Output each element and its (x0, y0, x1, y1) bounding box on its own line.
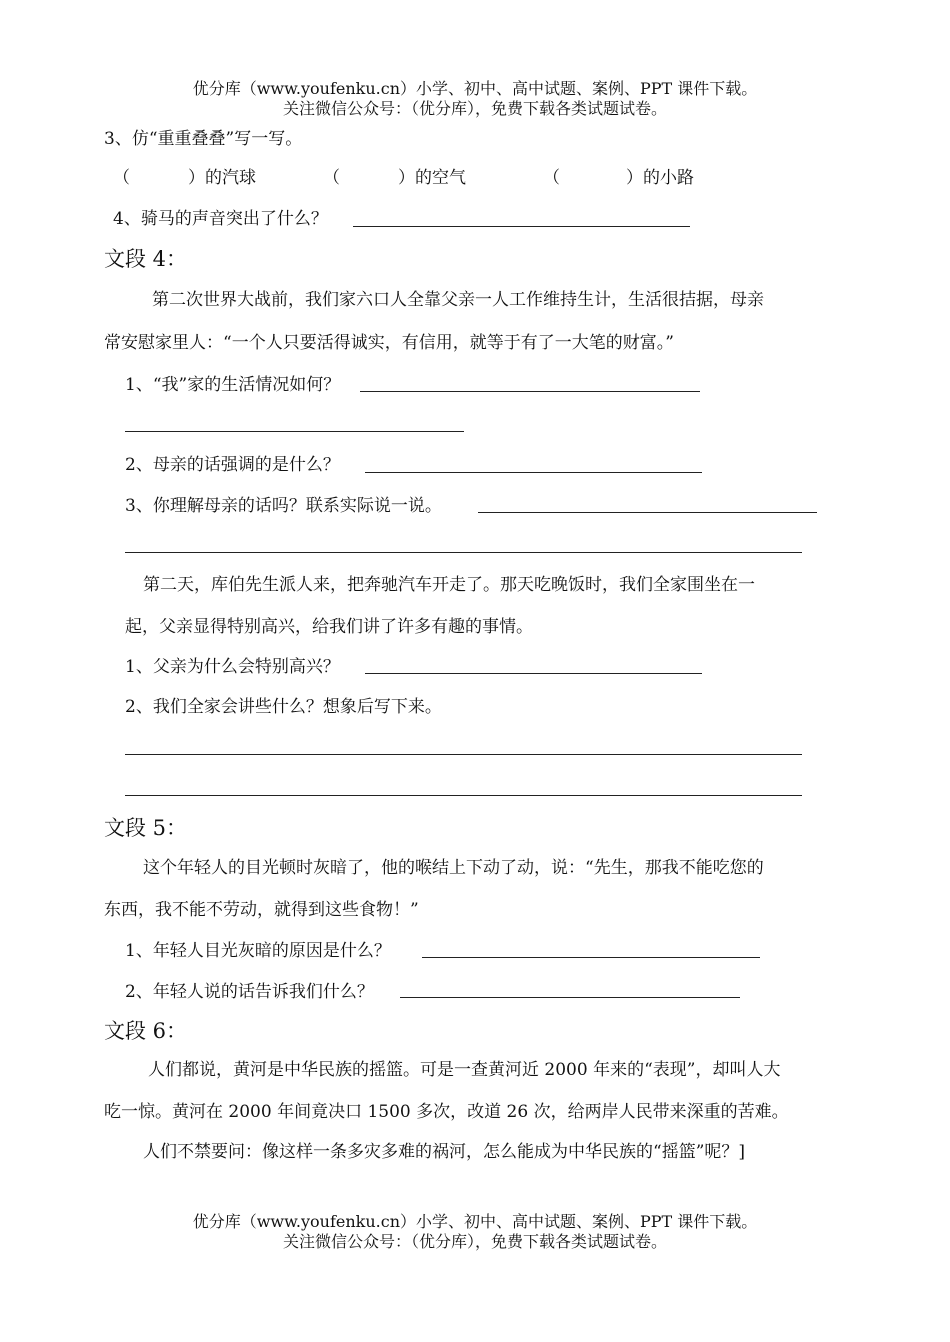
answer-line[interactable] (365, 673, 702, 674)
section-4-passage-1-line-2: 常安慰家里人：“一个人只要活得诚实，有信用，就等于有了一大笔的财富。” (104, 333, 674, 353)
answer-line[interactable] (360, 391, 700, 392)
fill-blank-3[interactable]: （ ）的小路 (543, 168, 694, 188)
answer-line[interactable] (125, 754, 802, 755)
section-5-title: 文段 5： (104, 816, 188, 840)
section-6-title: 文段 6： (104, 1019, 188, 1043)
section-4-question-5: 2、我们全家会讲些什么？想象后写下来。 (125, 697, 442, 717)
answer-line[interactable] (400, 997, 740, 998)
answer-line[interactable] (125, 431, 464, 432)
header-line-1: 优分库（www.youfenku.cn）小学、初中、高中试题、案例、PPT 课件下载。 (192, 79, 758, 98)
question-4-horse-sound: 4、骑马的声音突出了什么？ (113, 209, 328, 229)
section-4-passage-2-line-1: 第二天，库伯先生派人来，把奔驰汽车开走了。那天吃晚饭时，我们全家围坐在一 (143, 575, 755, 595)
header-line-2: 关注微信公众号：（优分库），免费下载各类试题试卷。 (282, 99, 667, 118)
section-4-passage-1-line-1: 第二次世界大战前，我们家六口人全靠父亲一人工作维持生计，生活很拮据，母亲 (152, 290, 764, 310)
fill-blank-2[interactable]: （ ）的空气 (323, 168, 466, 188)
section-6-passage-line-1: 人们都说，黄河是中华民族的摇篮。可是一查黄河近 2000 年来的“表现”，却叫人大 (148, 1060, 781, 1080)
section-4-question-4: 1、父亲为什么会特别高兴？ (125, 657, 340, 677)
answer-line[interactable] (478, 512, 817, 513)
section-4-question-2: 2、母亲的话强调的是什么？ (125, 455, 340, 475)
section-4-question-3: 3、你理解母亲的话吗？联系实际说一说。 (125, 496, 442, 516)
fill-blank-1[interactable]: （ ）的汽球 (113, 168, 256, 188)
section-4-title: 文段 4： (104, 247, 188, 271)
section-5-passage-line-1: 这个年轻人的目光顿时灰暗了，他的喉结上下动了动，说：“先生，那我不能吃您的 (143, 858, 764, 878)
answer-line[interactable] (125, 552, 802, 553)
answer-line[interactable] (422, 957, 760, 958)
section-4-passage-2-line-2: 起，父亲显得特别高兴，给我们讲了许多有趣的事情。 (125, 617, 533, 637)
section-5-passage-line-2: 东西，我不能不劳动，就得到这些食物！” (104, 900, 419, 920)
question-3-imitate: 3、仿“重重叠叠”写一写。 (104, 129, 303, 149)
answer-line[interactable] (353, 226, 690, 227)
answer-line[interactable] (365, 472, 702, 473)
section-6-passage-line-3: 人们不禁要问：像这样一条多灾多难的祸河，怎么能成为中华民族的“摇篮”呢？] (143, 1142, 746, 1162)
footer-line-2: 关注微信公众号：（优分库），免费下载各类试题试卷。 (282, 1232, 667, 1251)
section-6-passage-line-2: 吃一惊。黄河在 2000 年间竟决口 1500 多次，改道 26 次，给两岸人民带来深重的苦难。 (104, 1102, 789, 1122)
section-5-question-1: 1、年轻人目光灰暗的原因是什么？ (125, 941, 391, 961)
footer-line-1: 优分库（www.youfenku.cn）小学、初中、高中试题、案例、PPT 课件下载。 (192, 1212, 758, 1231)
answer-line[interactable] (125, 795, 802, 796)
section-4-question-1: 1、“我”家的生活情况如何？ (125, 375, 341, 395)
section-5-question-2: 2、年轻人说的话告诉我们什么？ (125, 982, 374, 1002)
